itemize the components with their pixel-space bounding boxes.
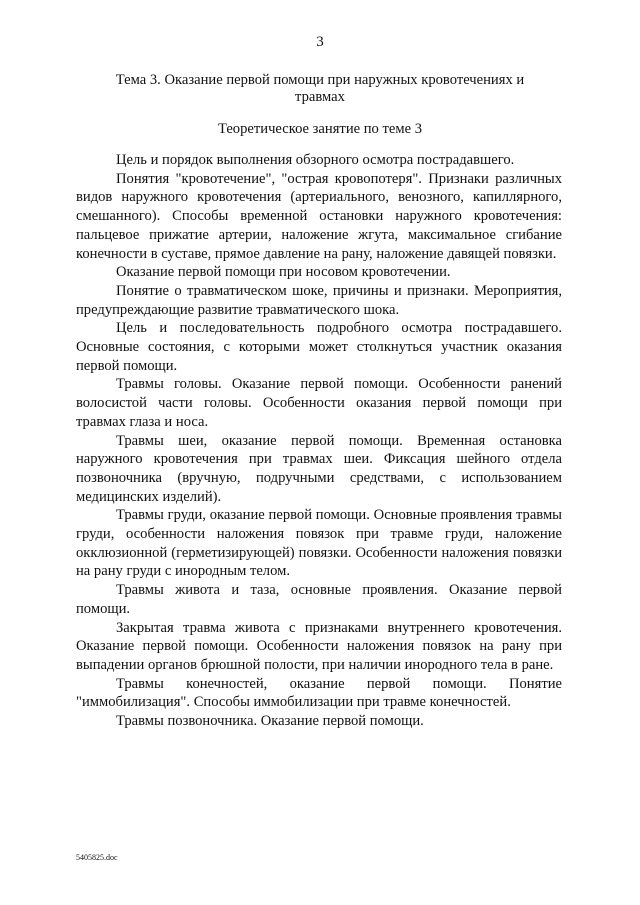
file-name-footer: 5405825.doc (76, 853, 118, 862)
lesson-subtitle: Теоретическое занятие по теме 3 (217, 121, 423, 137)
paragraph: Цель и последовательность подробного осмотра пострадавшего. Основные состояния, с которыми может столкнуться участник оказания первой помощи. (76, 320, 562, 374)
paragraph: Закрытая травма живота с признаками внутреннего кровотечения. Оказание первой помощи. Особенности наложения повязок на рану при выпадении органов брюшной полости, при наличии инородного тела в ране. (76, 619, 562, 673)
paragraph: Понятие о травматическом шоке, причины и признаки. Мероприятия, предупреждающие развитие травматического шока. (76, 282, 562, 318)
body-text (76, 151, 562, 731)
paragraph: Травмы головы. Оказание первой помощи. Особенности ранений волосистой части головы. Особенности оказания первой помощи при травмах глаза и носа. (76, 376, 562, 430)
page-number: 3 (316, 34, 324, 50)
paragraph: Оказание первой помощи при носовом кровотечении. (116, 264, 451, 281)
paragraph: Понятия "кровотечение", "острая кровопотеря". Признаки различных видов наружного кровотечения (артериального, венозного, капиллярного, смешанного). Способы временной остановки наружного кровотечения: пальцевое прижатие артерии, наложение жгута, максимальное сгибание конечности в суставе, прямое давление на рану, наложение давящей повязки. (76, 170, 562, 262)
topic-title: Тема 3. Оказание первой помощи при наружных кровотечениях и травмах (115, 72, 525, 105)
paragraph: Травмы живота и таза, основные проявления. Оказание первой помощи. (76, 582, 562, 617)
paragraph: Травмы конечностей, оказание первой помощи. Понятие "иммобилизация". Способы иммобилизации при травме конечностей. (76, 675, 562, 711)
paragraph: Травмы позвоночника. Оказание первой помощи. (116, 713, 424, 730)
paragraph: Травмы груди, оказание первой помощи. Основные проявления травмы груди, особенности наложения повязок при травме груди, наложение окклюзионной (герметизирующей) повязки. Особенности наложения повязки на рану груди с инородным телом. (76, 507, 562, 580)
paragraph: Травмы шеи, оказание первой помощи. Временная остановка наружного кровотечения при травмах шеи. Фиксация шейного отдела позвоночника (вручную, подручными средствами, с использованием медицинских изделий). (76, 432, 562, 505)
paragraph: Цель и порядок выполнения обзорного осмотра пострадавшего. (116, 152, 515, 168)
